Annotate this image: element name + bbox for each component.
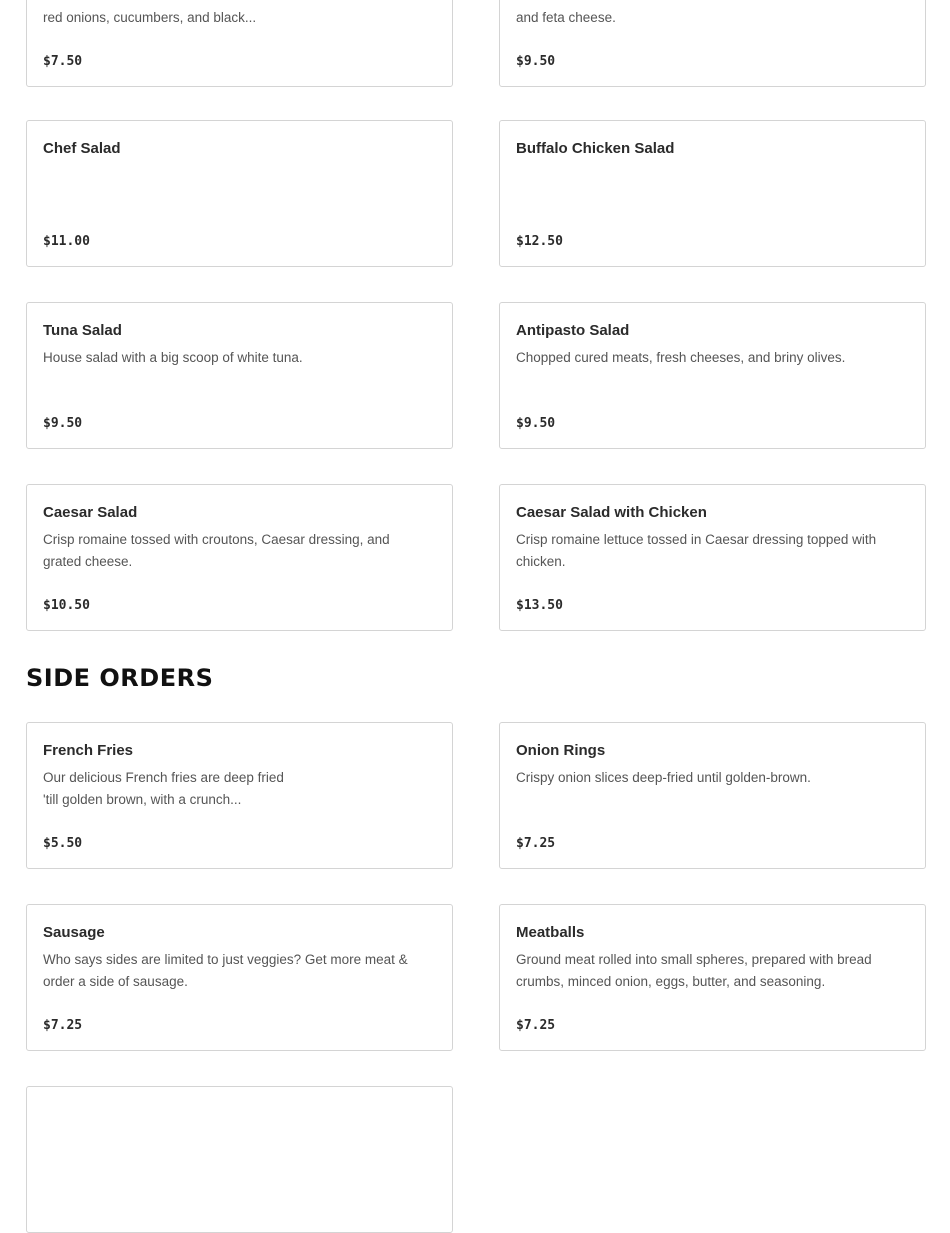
menu-item-description: Who says sides are limited to just veggies? Get more meat & order a side of sausage. <box>43 952 408 989</box>
menu-item-description: red onions, cucumbers, and black... <box>43 10 257 25</box>
menu-item-description: Chopped cured meats, fresh cheeses, and briny olives. <box>516 350 846 365</box>
menu-item-name: Chef Salad <box>43 140 121 157</box>
menu-item-card[interactable] <box>26 484 453 631</box>
menu-item-price: $5.50 <box>43 836 83 851</box>
menu-item-description: Ground meat rolled into small spheres, prepared with bread crumbs, minced onion, eggs, butter, and seasoning. <box>516 952 872 989</box>
menu-item-card[interactable] <box>26 1086 453 1233</box>
menu-item-price: $7.50 <box>43 54 83 69</box>
menu-item-card[interactable] <box>499 302 926 449</box>
menu-item-price: $12.50 <box>516 234 563 249</box>
menu-item-name: Antipasto Salad <box>516 322 630 339</box>
menu-item-name: Caesar Salad with Chicken <box>516 504 707 521</box>
menu-item-name: Caesar Salad <box>43 504 138 521</box>
menu-item-card[interactable] <box>26 722 453 869</box>
menu-item-card[interactable] <box>499 904 926 1051</box>
menu-item-name: Sausage <box>43 924 105 941</box>
menu-item-card[interactable] <box>26 302 453 449</box>
menu-item-price: $9.50 <box>516 54 556 69</box>
menu-item-price: $7.25 <box>516 836 556 851</box>
menu-item-card[interactable] <box>499 484 926 631</box>
menu-item-price: $9.50 <box>43 416 83 431</box>
menu-item-name: French Fries <box>43 742 134 759</box>
menu-item-card[interactable] <box>499 0 926 87</box>
menu-item-description: Crisp romaine lettuce tossed in Caesar dressing topped with chicken. <box>516 532 877 569</box>
menu-item-name: Tuna Salad <box>43 322 122 339</box>
menu-item-description: House salad with a big scoop of white tuna. <box>43 350 303 365</box>
menu-item-price: $9.50 <box>516 416 556 431</box>
menu-item-price: $13.50 <box>516 598 563 613</box>
menu-item-card[interactable] <box>26 904 453 1051</box>
menu-item-card[interactable] <box>26 0 453 87</box>
menu-item-price: $11.00 <box>43 234 90 249</box>
menu-item-card[interactable] <box>499 120 926 267</box>
menu-item-description: Crispy onion slices deep-fried until golden-brown. <box>516 770 811 785</box>
menu-item-price: $10.50 <box>43 598 90 613</box>
menu-item-name: Buffalo Chicken Salad <box>516 140 675 157</box>
menu-item-card[interactable] <box>26 120 453 267</box>
menu-item-card[interactable] <box>499 722 926 869</box>
menu-item-price: $7.25 <box>43 1018 83 1033</box>
menu-item-name: Meatballs <box>516 924 585 941</box>
menu-item-description: and feta cheese. <box>516 10 616 25</box>
menu-item-description: Our delicious French fries are deep fried 'till golden brown, with a crunch... <box>43 770 284 807</box>
menu-item-price: $7.25 <box>516 1018 556 1033</box>
section-title: SIDE ORDERS <box>26 664 214 692</box>
menu-item-name: Onion Rings <box>516 742 606 759</box>
menu-item-description: Crisp romaine tossed with croutons, Caesar dressing, and grated cheese. <box>43 532 390 569</box>
